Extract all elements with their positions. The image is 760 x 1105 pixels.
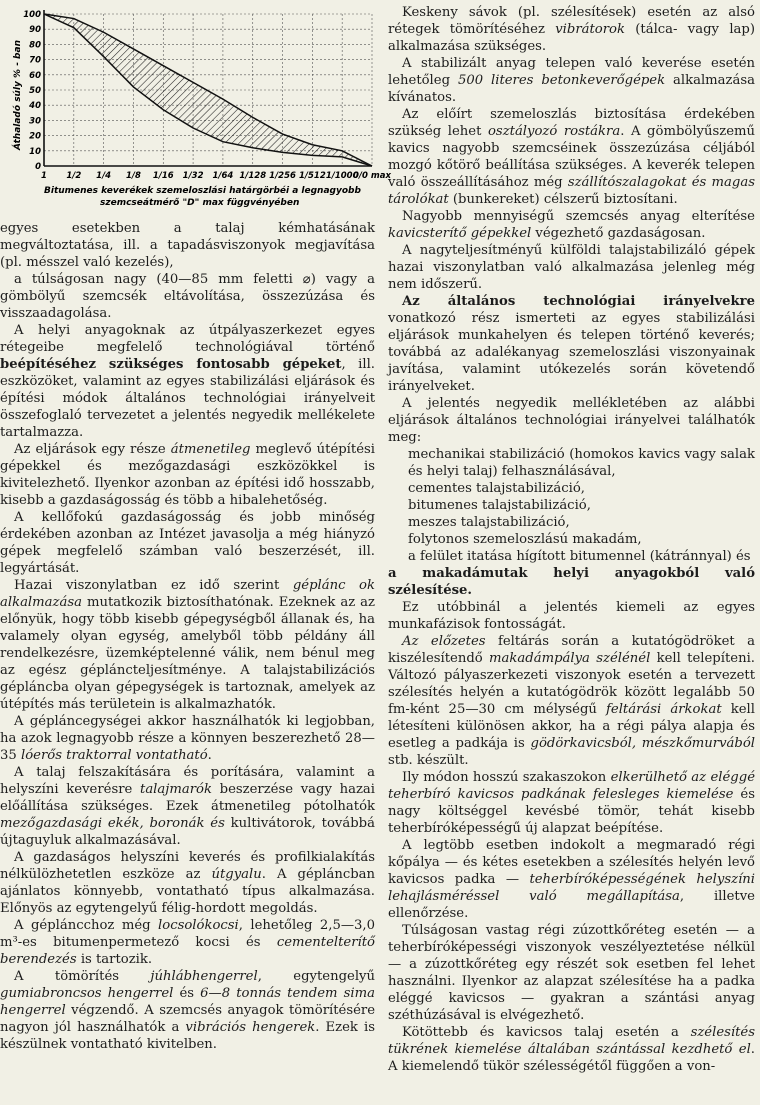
right-paragraph: Túlságosan vastag régi zúzottkőréteg esetén — a teherbíróképességi viszonyok veszélyeztetése nélkül — a zúzottkőréteg egy részét sok esetben fel lehet használni. Ilyenkor az alapzat szélesítése ha a padka eléggé kavicsos — gyakran a szántási anyag széthúzásával is elvégezhető. (388, 923, 755, 1023)
x-tick-label: 1/128 (239, 171, 267, 181)
x-tick-label: 1 (41, 171, 47, 181)
x-tick-label: 1/1000 (325, 171, 359, 181)
left-paragraph: Hazai viszonylatban ez idő szerint géplánc ok alkalmazása mutatkozik biztosíthatónak. Ezeknek az az előnyük, hogy több kisebb gépegységből állanak és, ha valamely olyan egység, amelyből több példány áll rendelkezésre, üzemképtelenné válik, nem bénul meg az egész gépláncteljesítménye. A talajstabilizációs gépláncba olyan gépegységek is tartoznak, amelyek az útépítés más területein is alkalmazhatók. (0, 578, 375, 712)
right-paragraph: A stabilizált anyag telepen való keverése esetén lehetőleg 500 literes betonkeverőgépek alkalmazása kívánatos. (388, 56, 755, 105)
list-item: cementes talajstabilizáció, (408, 481, 585, 496)
right-paragraph: Ez utóbbinál a jelentés kiemeli az egyes munkafázisok fontosságát. (388, 600, 755, 632)
left-paragraph: A gépláncchoz még locsolókocsi, lehetőleg 2,5—3,0 m³-es bitumenpermetező kocsi és cementelterítő berendezés is tartozik. (0, 918, 376, 967)
list-item: folytonos szemeloszlású makadám, (408, 532, 642, 547)
x-tick-label: 1/256 (269, 171, 296, 181)
right-paragraph: Az általános technológiai irányelvekre vonatkozó rész ismerteti az egyes stabilizálási eljárások munkahelyen és telepen történő keverés; továbbá az adalékanyag szemeloszlási viszonyainak javítása, valamint utókezelés során követendő irányelveket. (388, 294, 755, 394)
y-tick-label: 30 (29, 116, 41, 127)
x-tick-label: 0/0 max (353, 171, 391, 181)
list-item: bitumenes talajstabilizáció, (408, 498, 591, 513)
right-column (388, 4, 755, 1075)
right-text (388, 4, 755, 1075)
left-paragraph: A gépláncegységei akkor használhatók ki legjobban, ha azok legnagyobb része a könnyen beszerezhető 28—35 lóerős traktorral vontatható. (0, 714, 375, 763)
left-paragraph: A gazdaságos helyszíni keverés és profilkialakítás nélkülözhetetlen eszköze az útgyalu. A gépláncban ajánlatos könnyebb, vontatható típus alkalmazása. Előnyös az egytengelyű félig-hordott megoldás. (0, 850, 375, 916)
y-tick-label: 80 (29, 40, 41, 51)
right-paragraph: Ily módon hosszú szakaszokon elkerülhető az eléggé teherbíró kavicsos padkának felesleges kiemelése és nagy költséggel kevésbé tömör, tehát kisebb teherbíróképességű új alapzat beépítése. (388, 770, 755, 836)
left-paragraph: A tömörítés júhlábhengerrel, egytengelyű gumiabroncsos hengerrel és 6—8 tonnás tendem sima hengerrel végzendő. A szemcsés anyagok tömörítésére nagyon jól használhatók a vibrációs hengerek. Ezek is készülnek vontatható kivitelben. (0, 969, 375, 1052)
right-paragraph: A legtöbb esetben indokolt a megmaradó régi kőpálya — és kétes esetekben a szélesítés helyén levő kavicsos padka — teherbíróképességének helyszíni lehajlásméréssel való megállapítása, illetve ellenőrzése. (388, 838, 755, 921)
y-tick-label: 90 (29, 25, 41, 36)
figure-caption: szemcseátmérő "D" max függvényében (100, 198, 300, 208)
left-paragraph: a túlságosan nagy (40—85 mm feletti ⌀) vagy a gömbölyű szemcsék eltávolítása, összezúzása és visszaadagolása. (0, 272, 375, 321)
right-paragraph: A nagyteljesítményű külföldi talajstabilizáló gépek hazai viszonylatban való alkalmazása jelenleg még nem időszerű. (388, 243, 755, 292)
right-paragraph: Nagyobb mennyiségű szemcsés anyag elterítése kavicsterítő gépekkel végezhető gazdaságosan. (388, 209, 755, 241)
left-paragraph: egyes esetekben a talaj kémhatásának megváltoztatása, ill. a tapadásviszonyok megjavítása (pl. mésszel való kezelés), (0, 221, 375, 270)
left-text (0, 220, 375, 1053)
list-item: mechanikai stabilizáció (homokos kavics vagy salak és helyi talaj) felhasználásával, (408, 447, 755, 479)
y-tick-label: 50 (29, 86, 41, 96)
grading-curve-figure (0, 0, 391, 220)
x-tick-label: 1/2 (66, 171, 82, 181)
y-axis-label: Áthaladó súly % - ban (13, 40, 23, 150)
y-tick-label: 100 (23, 10, 41, 20)
left-paragraph: A kellőfokú gazdaságosság és jobb minőség érdekében azonban az Intézet javasolja a még hiányzó gépek megfelelő számban való beszerzését, ill. legyártását. (0, 510, 375, 576)
grading-chart (0, 0, 391, 220)
y-tick-label: 20 (29, 131, 41, 142)
right-paragraph: Az előzetes feltárás során a kutatógödröket a kiszélesítendő makadámpálya szélénél kell telepíteni. Változó pályaszerkezeti viszonyok esetén a tervezett szélesítés helyén a kutatógödrök között legalább 50 fm-ként 25—30 cm mélységű feltárási árkokat kell létesíteni különösen akkor, ha a régi pálya alapja és esetleg a padkája is gödörkavicsból, mészkőmurvából stb. készült. (388, 634, 755, 768)
left-paragraph: Az eljárások egy része átmenetileg meglevő útépítési gépekkel és mezőgazdasági eszközökkel is kivitelezhető. Ilyenkor azonban az építési idő hosszabb, kisebb a gazdaságosság és több a hibalehetőség. (0, 442, 375, 508)
x-tick-label: 1/512 (298, 171, 326, 181)
bold-list-item: a makadámutak helyi anyagokból való szélesítése. (388, 566, 755, 598)
list-item: a felület itatása hígított bitumennel (kátránnyal) és (408, 549, 751, 564)
right-paragraph: Az előírt szemeloszlás biztosítása érdekében szükség lehet osztályozó rostákra. A gömbölyűszemű kavics nagyobb szemcséinek összezúzása céljából mozgó kőtörő beállítása szükséges. A keverék telepen való összeállításához még szállítószalagokat és magas tárolókat (bunkereket) célszerű biztosítani. (388, 107, 756, 207)
right-paragraph: Keskeny sávok (pl. szélesítések) esetén az alsó rétegek tömörítéséhez vibrátorok (tálca- vagy lap) alkalmazása szükséges. (388, 5, 755, 54)
y-tick-label: 40 (29, 101, 41, 112)
left-column (0, 0, 391, 1053)
left-paragraph: A talaj felszakítására és porítására, valamint a helyszíni keverésre talajmarók beszerzése vagy hazai előállítása szükséges. Ezek átmenetileg pótolhatók mezőgazdasági ekék, boronák és kultivátorok, továbbá újtaguyluk alkalmazásával. (0, 765, 375, 848)
right-paragraph: Kötöttebb és kavicsos talaj esetén a szélesítés tükrének kiemelése általában szántással kezdhető el. A kiemelendő tükör szélességétől függően a von- (388, 1025, 755, 1074)
y-tick-label: 10 (29, 146, 41, 157)
x-tick-label: 1/4 (96, 171, 112, 181)
x-tick-label: 1/16 (152, 171, 174, 181)
figure-caption: Bitumenes keverékek szemeloszlási határgörbéi a legnagyobb (44, 186, 361, 196)
x-tick-label: 1/8 (125, 171, 141, 181)
x-tick-label: 1/32 (182, 171, 204, 181)
right-paragraph: A jelentés negyedik mellékletében az alábbi eljárások általános technológiai irányelvei találhatók meg: (388, 396, 755, 445)
y-tick-label: 70 (29, 55, 41, 66)
left-paragraph: A helyi anyagoknak az útpályaszerkezet egyes rétegeibe megfelelő technológiával történő beépítéséhez szükséges fontosabb gépeket, ill. eszközöket, valamint az egyes stabilizálási eljárások és építési módok általános technológiai irányelveit összefoglaló tervezetet a jelentés negyedik mellékelete tartalmazza. (0, 323, 375, 440)
y-tick-label: 0 (35, 162, 41, 172)
list-item: meszes talajstabilizáció, (408, 515, 570, 530)
x-tick-label: 1/64 (212, 171, 234, 181)
y-tick-label: 60 (29, 70, 41, 81)
